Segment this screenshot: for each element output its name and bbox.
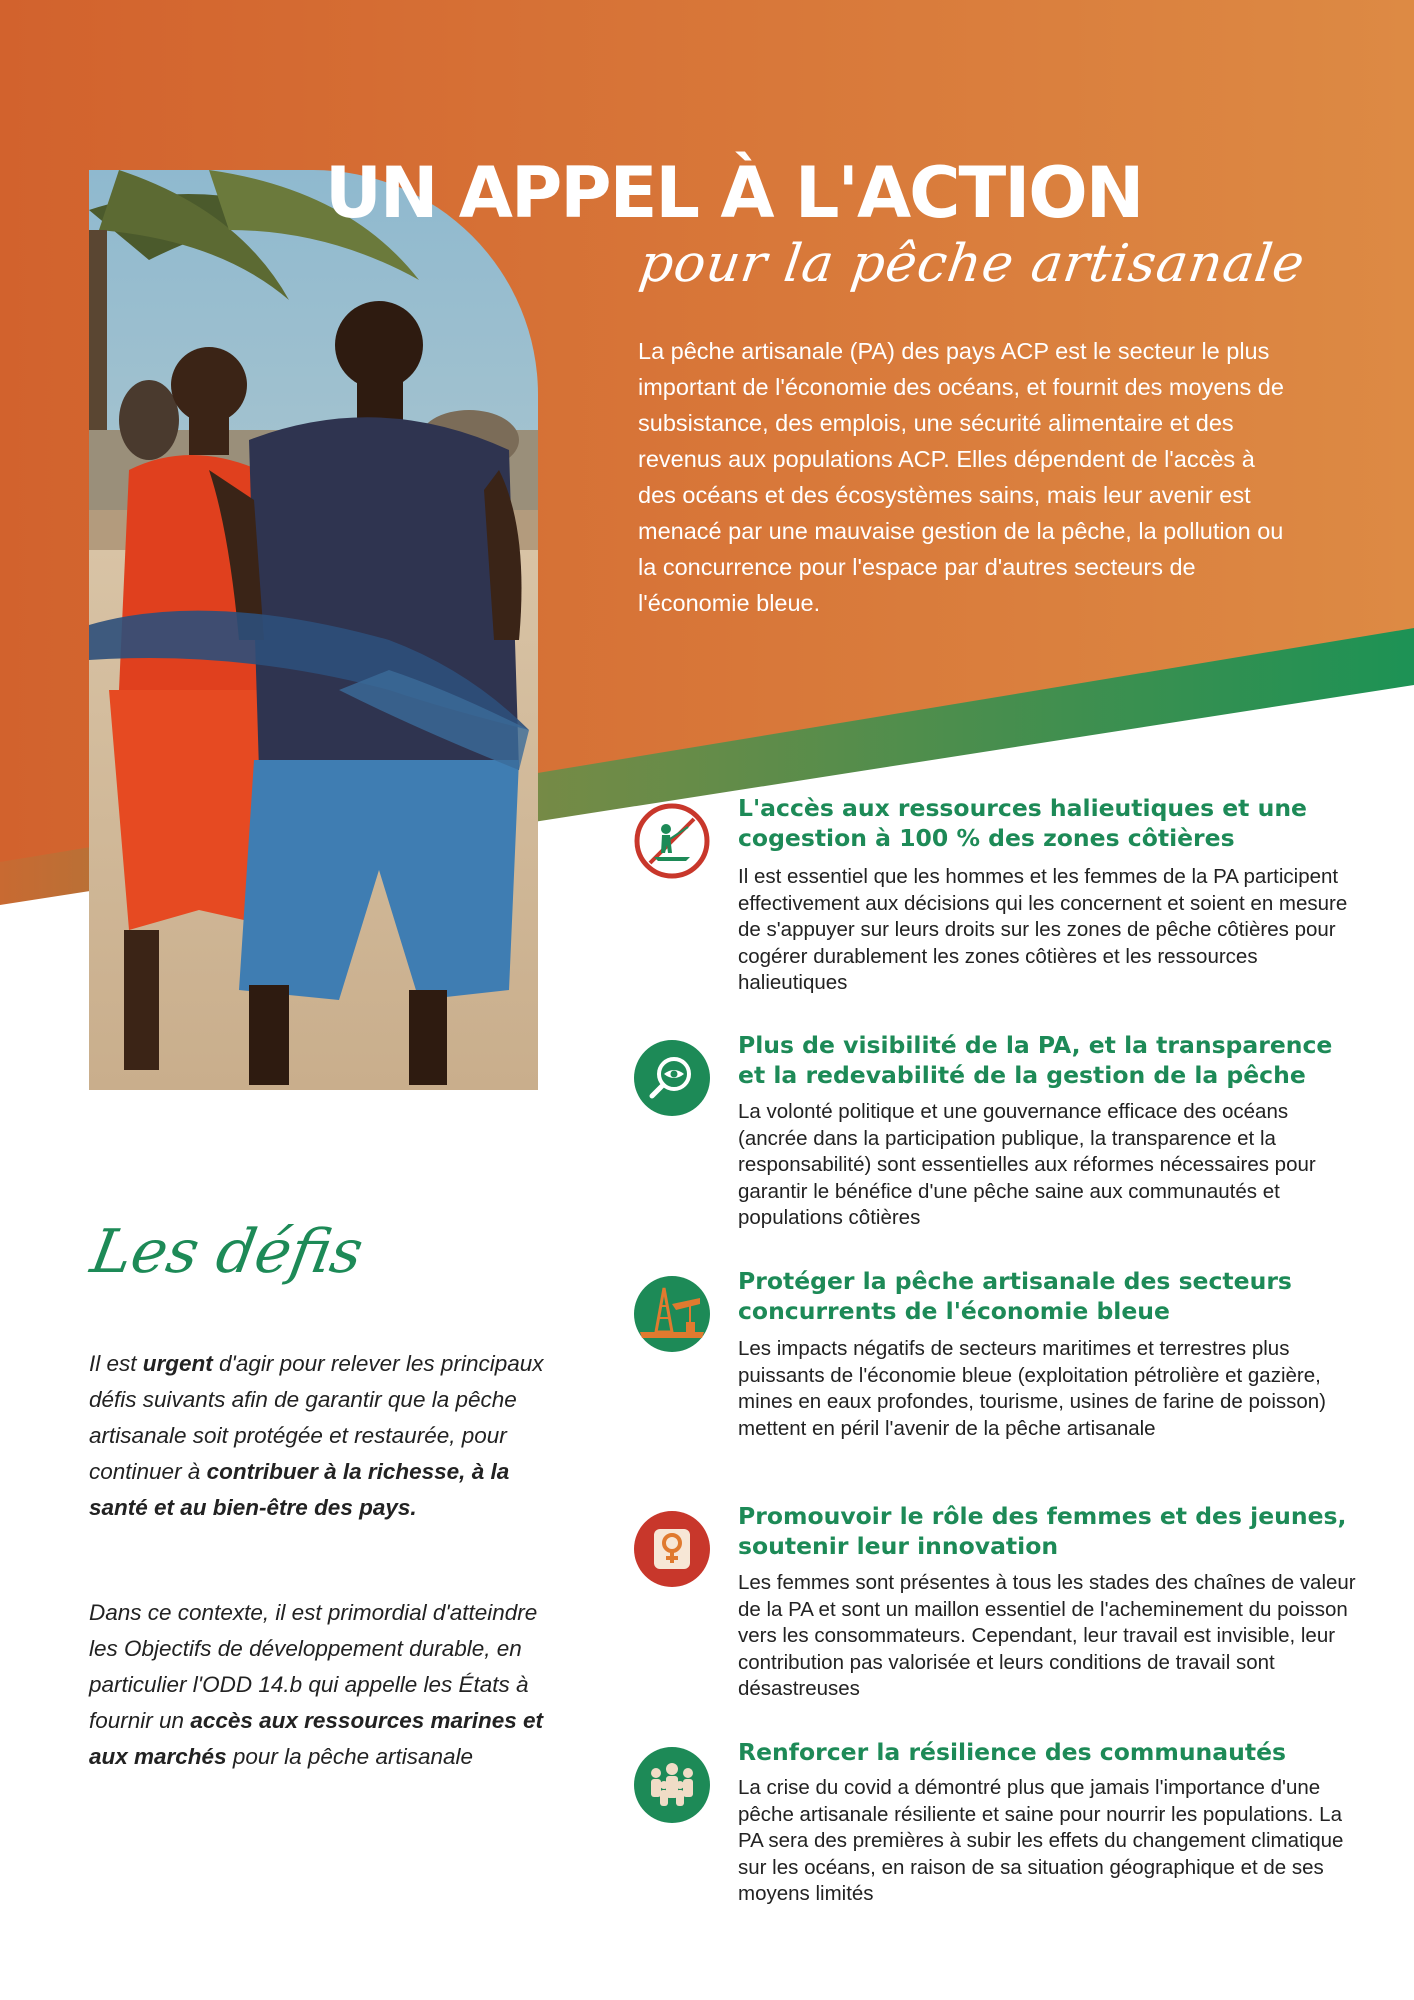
action-item-women — [632, 1501, 1362, 1701]
defis-p1-text: Il est — [89, 1351, 143, 1376]
page-subtitle: pour la pêche artisanale — [635, 234, 1309, 294]
defis-paragraph-2 — [89, 1595, 549, 1775]
item-title: Promouvoir le rôle des femmes et des jeunes, soutenir leur innovation — [738, 1502, 1347, 1560]
defis-p1-emphasis: contribuer à la richesse, à la santé et au bien-être des pays. — [89, 1459, 510, 1520]
defis-p2-text-2: pour la pêche artisanale — [226, 1744, 474, 1769]
action-item-access — [632, 793, 1362, 993]
item-title: L'accès aux ressources halieutiques et une cogestion à 100 % des zones côtières — [738, 794, 1307, 852]
magnifier-eye-icon — [632, 1038, 712, 1118]
defis-paragraph-1 — [89, 1346, 549, 1526]
fishermen-photo — [89, 170, 538, 1090]
defis-p1-text-2: d'agir pour relever les principaux défis suivants afin de garantir que la pêche artisanale soit protégée et restaurée, pour continuer à — [89, 1351, 544, 1484]
action-item-protect — [632, 1266, 1362, 1466]
oil-rig-icon — [632, 1274, 712, 1354]
item-text: La crise du covid a démontré plus que jamais l'importance d'une pêche artisanale résiliente et saine pour nourrir les populations. La PA sera des premières à subir les effets du changement climatique sur les océans, en raison de sa situation géographique et de ses moyens limités — [738, 1776, 1344, 1905]
item-text: Les impacts négatifs de secteurs maritimes et terrestres plus puissants de l'économie bleue (exploitation pétrolière et gazière, mines en eaux profondes, tourisme, usines de farine de poisson) mettent en péril l'avenir de la pêche artisanale — [738, 1337, 1327, 1440]
item-title: Plus de visibilité de la PA, et la transparence et la redevabilité de la gestion de la pêche — [738, 1031, 1333, 1089]
defis-heading: Les défis — [85, 1217, 369, 1287]
action-item-resilience — [632, 1737, 1362, 1937]
defis-p1-urgent: urgent — [142, 1351, 213, 1376]
page-title: UN APPEL À L'ACTION — [325, 152, 1143, 234]
item-text: Il est essentiel que les hommes et les femmes de la PA participent effectivement aux décisions qui les concernent et soient en mesure de s'appuyer sur leurs droits sur les zones de pêche côtières pour cogérer durablement les zones côtières et les ressources halieutiques — [738, 865, 1348, 994]
female-symbol-icon — [632, 1509, 712, 1589]
community-people-icon — [632, 1745, 712, 1825]
item-title: Protéger la pêche artisanale des secteurs concurrents de l'économie bleue — [738, 1267, 1292, 1325]
fishing-person-icon — [632, 801, 712, 881]
item-title: Renforcer la résilience des communautés — [738, 1738, 1287, 1766]
intro-paragraph: La pêche artisanale (PA) des pays ACP est le secteur le plus important de l'économie des océans, et fournit des moyens de subsistance, des emplois, une sécurité alimentaire et des revenus aux populations ACP. Elles dépendent de l'accès à des océans et des écosystèmes sains, mais leur avenir est menacé par une mauvaise gestion de la pêche, la pollution ou la concurrence pour l'espace par d'autres secteurs de l'économie bleue. — [638, 338, 1284, 616]
action-item-visibility — [632, 1030, 1362, 1230]
item-text: La volonté politique et une gouvernance efficace des océans (ancrée dans la participation publique, la transparence et la responsabilité) sont essentielles aux réformes nécessaires pour garantir le bénéfice d'une pêche saine aux communautés et populations côtières — [738, 1100, 1316, 1229]
defis-p2-text: Dans ce contexte, il est primordial d'atteindre les Objectifs de développement durable, en particulier l'ODD 14.b qui appelle les États à fournir un — [89, 1600, 538, 1733]
defis-p2-emphasis: accès aux ressources marines et aux marchés — [89, 1708, 544, 1769]
item-text: Les femmes sont présentes à tous les stades des chaînes de valeur de la PA et sont un maillon essentiel de l'acheminement du poisson vers les consommateurs. Cependant, leur travail est invisible, leur contribution pas valorisée et leurs conditions de travail sont désastreuses — [738, 1571, 1356, 1700]
